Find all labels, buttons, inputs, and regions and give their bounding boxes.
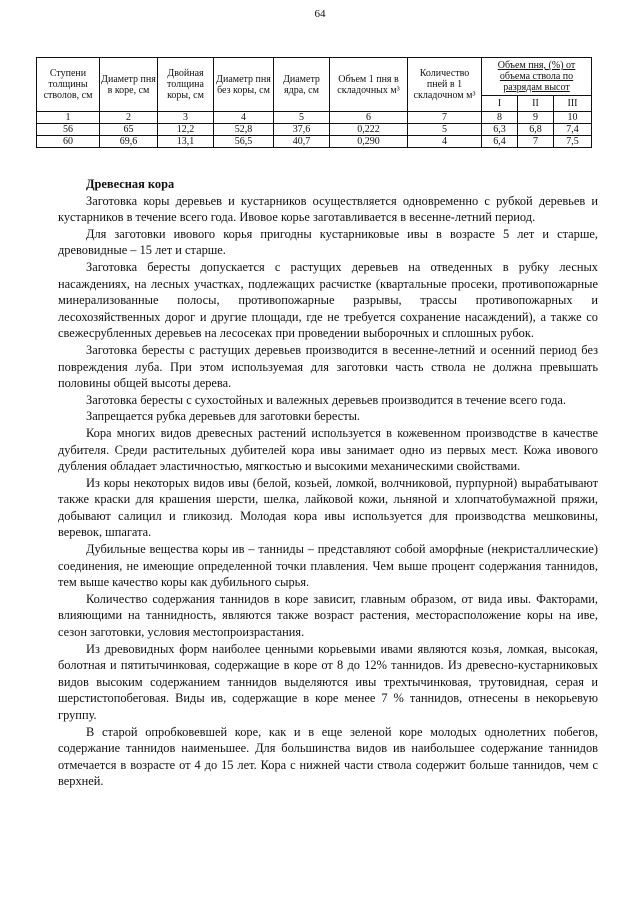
table-cell: 6,8 bbox=[518, 124, 554, 136]
header-double-bark-thickness: Двойная толщина коры, см bbox=[158, 58, 214, 112]
paragraph: Из коры некоторых видов ивы (белой, козьей, ломкой, волчниковой, пурпурной) вырабатывают также краски для крашения шерсти, шелка, лайковой кожи, льняной и хлопчатобумажной пряжи, добывают салицил и гликозид. Молодая кора ивы используется для производства мешковины, веревок, шпагата. bbox=[58, 475, 598, 540]
header-stump-volume: Объем 1 пня в складочных м³ bbox=[330, 58, 408, 112]
table-cell: 65 bbox=[100, 124, 158, 136]
table-cell: 60 bbox=[37, 136, 100, 148]
header-height-class-2: II bbox=[518, 96, 554, 112]
header-stump-diameter-bark: Диаметр пня в коре, см bbox=[100, 58, 158, 112]
column-number: 10 bbox=[554, 112, 592, 124]
table-cell: 0,222 bbox=[330, 124, 408, 136]
paragraph: Заготовка коры деревьев и кустарников осуществляется одновременно с рубкой деревьев и кустарников в течение всего года. Ивовое корье заготавливается в весенне-летний период. bbox=[58, 193, 598, 225]
table-cell: 7 bbox=[518, 136, 554, 148]
table-cell: 52,8 bbox=[214, 124, 274, 136]
table-cell: 12,2 bbox=[158, 124, 214, 136]
header-height-class-3: III bbox=[554, 96, 592, 112]
column-number: 8 bbox=[482, 112, 518, 124]
paragraph: Для заготовки ивового корья пригодны кустарниковые ивы в возрасте 5 лет и старше, древовидные – 15 лет и старше. bbox=[58, 226, 598, 258]
paragraph: Заготовка бересты допускается с растущих деревьев на отведенных в рубку лесных насаждениях, на лесных участках, подлежащих расчистке (квартальные просеки, противопожарные минерализованные полосы, противопожарные разрывы, трассы противопожарных и лесохозяйственных дорог и другие площади, где не требуется сохранение насаждений), а также со свежесрубленных деревьев на лесосеках при проведении выборочных и сплошных рубок. bbox=[58, 259, 598, 341]
table-row bbox=[37, 124, 592, 136]
section-title: Древесная кора bbox=[86, 177, 175, 191]
header-trunk-thickness: Ступени толщины стволов, см bbox=[37, 58, 100, 112]
header-stump-count: Количество пней в 1 складочном м³ bbox=[408, 58, 482, 112]
table-cell: 7,4 bbox=[554, 124, 592, 136]
header-stump-diameter-no-bark: Диаметр пня без коры, см bbox=[214, 58, 274, 112]
paragraph: Запрещается рубка деревьев для заготовки бересты. bbox=[86, 409, 361, 424]
stump-volume-table bbox=[36, 57, 592, 148]
table-cell: 5 bbox=[408, 124, 482, 136]
page-number: 64 bbox=[314, 8, 326, 20]
table-row bbox=[37, 136, 592, 148]
table-cell: 6,4 bbox=[482, 136, 518, 148]
header-height-class-1: I bbox=[482, 96, 518, 112]
table-cell: 56 bbox=[37, 124, 100, 136]
paragraph: В старой опробковевшей коре, как и в еще зеленой коре молодых однолетних побегов, содержание таннидов наименьшее. Для большинства видов ив наибольшее содержание таннидов отмечается в возрасте от 4 до 15 лет. Кора с нижней части ствола содержит больше таннидов, чем с верхней. bbox=[58, 724, 598, 789]
paragraph: Количество содержания таннидов в коре зависит, главным образом, от вида ивы. Факторами, влияющими на таннидность, являются также возраст растения, месторасположение коры на иве, сезон заготовки, условия местопроизрастания. bbox=[58, 591, 598, 640]
header-volume-percent-label: Объем пня, (%) от объема ствола по разрядам высот bbox=[497, 60, 576, 93]
table-cell: 13,1 bbox=[158, 136, 214, 148]
table-cell: 4 bbox=[408, 136, 482, 148]
paragraph: Из древовидных форм наиболее ценными корьевыми ивами являются козья, ломкая, высокая, болотная и пятитычинковая, содержащие в коре от 8 до 12% таннидов. Из древесно-кустарниковых видов высоким содержанием таннидов выделяются ивы трехтычинковая, трутовидная, серая и шерстистопобеговая. Виды ив, содержащие в коре менее 7 % таннидов, отнесены в некорьевую группу. bbox=[58, 641, 598, 722]
header-core-diameter: Диаметр ядра, см bbox=[274, 58, 330, 112]
paragraph: Заготовка бересты с растущих деревьев производится в весенне-летний и осенний период без повреждения луба. При этом используемая для заготовки часть ствола не должна превышать половины общей высоты дерева. bbox=[58, 342, 598, 391]
table-cell: 6,3 bbox=[482, 124, 518, 136]
table-cell: 7,5 bbox=[554, 136, 592, 148]
table-cell: 40,7 bbox=[274, 136, 330, 148]
column-number: 7 bbox=[408, 112, 482, 124]
table-cell: 37,6 bbox=[274, 124, 330, 136]
column-number: 9 bbox=[518, 112, 554, 124]
section-body bbox=[58, 176, 598, 790]
table-cell: 69,6 bbox=[100, 136, 158, 148]
paragraph: Кора многих видов древесных растений используется в кожевенном производстве в качестве дубителя. Среди растительных дубителей кора ивы занимает одно из первых мест. Кожа ивового дубления обладает эластичностью, мягкостью и высокими механическими свойствами. bbox=[58, 425, 598, 474]
column-number-row bbox=[37, 112, 592, 124]
paragraph: Заготовка бересты с сухостойных и валежных деревьев производится в течение всего года. bbox=[86, 392, 566, 407]
column-number: 4 bbox=[214, 112, 274, 124]
column-number: 5 bbox=[274, 112, 330, 124]
table-header-row bbox=[37, 58, 592, 96]
column-number: 1 bbox=[37, 112, 100, 124]
header-volume-percent-group bbox=[482, 58, 592, 96]
table-cell: 0,290 bbox=[330, 136, 408, 148]
table-cell: 56,5 bbox=[214, 136, 274, 148]
paragraph: Дубильные вещества коры ив – танниды – представляют собой аморфные (некристаллические) соединения, не имеющие определенной точки плавления. Чем выше процент содержания таннидов, тем выше качество коры как дубильного сырья. bbox=[58, 542, 598, 590]
column-number: 6 bbox=[330, 112, 408, 124]
column-number: 3 bbox=[158, 112, 214, 124]
column-number: 2 bbox=[100, 112, 158, 124]
